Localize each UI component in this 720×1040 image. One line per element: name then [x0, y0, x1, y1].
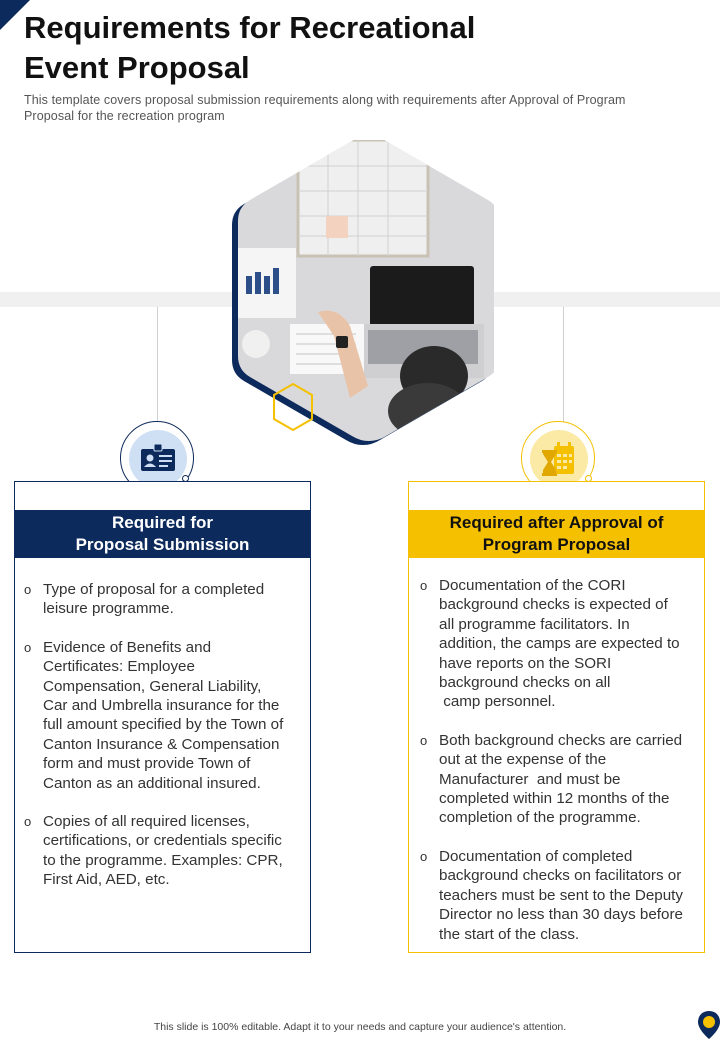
subtitle-line-2: Proposal for the recreation program — [24, 109, 225, 123]
item-line: full amount specified by the Town of — [43, 716, 284, 734]
right-heading-line-2: Program Proposal — [482, 535, 631, 554]
item-line: the start of the class. — [439, 925, 580, 943]
item-line: o Type of proposal for a completed — [43, 581, 265, 598]
after-approval-card — [408, 481, 705, 953]
list-item — [420, 847, 705, 944]
item-line: have reports on the SORI — [439, 654, 612, 672]
page-subtitle — [24, 92, 664, 124]
item-line: certifications, or credentials specific — [43, 832, 282, 850]
item-line: o Evidence of Benefits and — [43, 638, 212, 656]
right-connector-line — [563, 307, 564, 422]
item-line: out at the expense of the — [439, 751, 607, 769]
item-line: all programme facilitators. In — [439, 615, 630, 633]
item-line: background checks on facilitators or — [439, 867, 682, 885]
id-badge-icon — [140, 444, 176, 474]
title-line-1: Requirements for Recreational — [24, 10, 476, 45]
list-item — [24, 638, 309, 793]
item-line: leisure programme. — [43, 600, 174, 618]
page-title — [24, 8, 624, 88]
item-line: completion of the programme. — [439, 809, 641, 827]
item-line: Canton Insurance & Compensation — [43, 735, 280, 753]
proposal-submission-card — [14, 481, 311, 953]
list-item — [24, 580, 309, 619]
small-hexagon-outline — [271, 382, 315, 432]
item-line: completed within 12 months of the — [439, 790, 670, 808]
item-line: camp personnel. — [439, 693, 556, 711]
footer-note: This slide is 100% editable. Adapt it to your needs and capture your audience's attention. — [153, 1021, 567, 1033]
item-line: form and must provide Town of — [43, 755, 251, 773]
item-line: First Aid, AED, etc. — [43, 871, 170, 889]
right-heading-line-1: Required after Approval of — [449, 513, 664, 532]
location-pin-icon — [697, 1010, 720, 1040]
item-line: o Documentation of the CORI — [439, 577, 626, 594]
proposal-submission-list — [24, 580, 309, 909]
item-line: Compensation, General Liability, — [43, 677, 262, 695]
after-approval-heading — [409, 510, 704, 558]
item-line: teachers must be sent to the Deputy — [439, 886, 683, 904]
item-line: Car and Umbrella insurance for the — [43, 697, 280, 715]
item-line: Canton as an additional insured. — [43, 774, 261, 792]
item-line: Certificates: Employee — [43, 658, 195, 676]
left-heading-line-2: Proposal Submission — [75, 535, 250, 554]
item-line: o Copies of all required licenses, — [43, 813, 250, 831]
left-connector-line — [157, 307, 158, 422]
item-line: background checks on all — [439, 674, 611, 692]
item-line: to the programme. Examples: CPR, — [43, 851, 283, 869]
item-line: background checks is expected of — [439, 596, 668, 614]
after-approval-list — [420, 576, 705, 963]
list-item — [420, 731, 705, 828]
item-line: addition, the camps are expected to — [439, 635, 680, 653]
left-heading-line-1: Required for — [111, 513, 214, 532]
title-line-2: Event Proposal — [24, 50, 250, 85]
item-line: Director no less than 30 days before — [439, 906, 683, 924]
list-item — [24, 812, 309, 890]
proposal-submission-heading — [15, 510, 310, 558]
item-line: o Documentation of completed — [439, 847, 633, 865]
hourglass-calendar-icon — [542, 440, 576, 478]
item-line: o Both background checks are carried — [439, 731, 683, 749]
item-line: Manufacturer and must be — [439, 770, 621, 788]
list-item — [420, 576, 705, 712]
subtitle-line-1: This template covers proposal submission requirements along with requirements after Approval of Program — [24, 93, 626, 107]
